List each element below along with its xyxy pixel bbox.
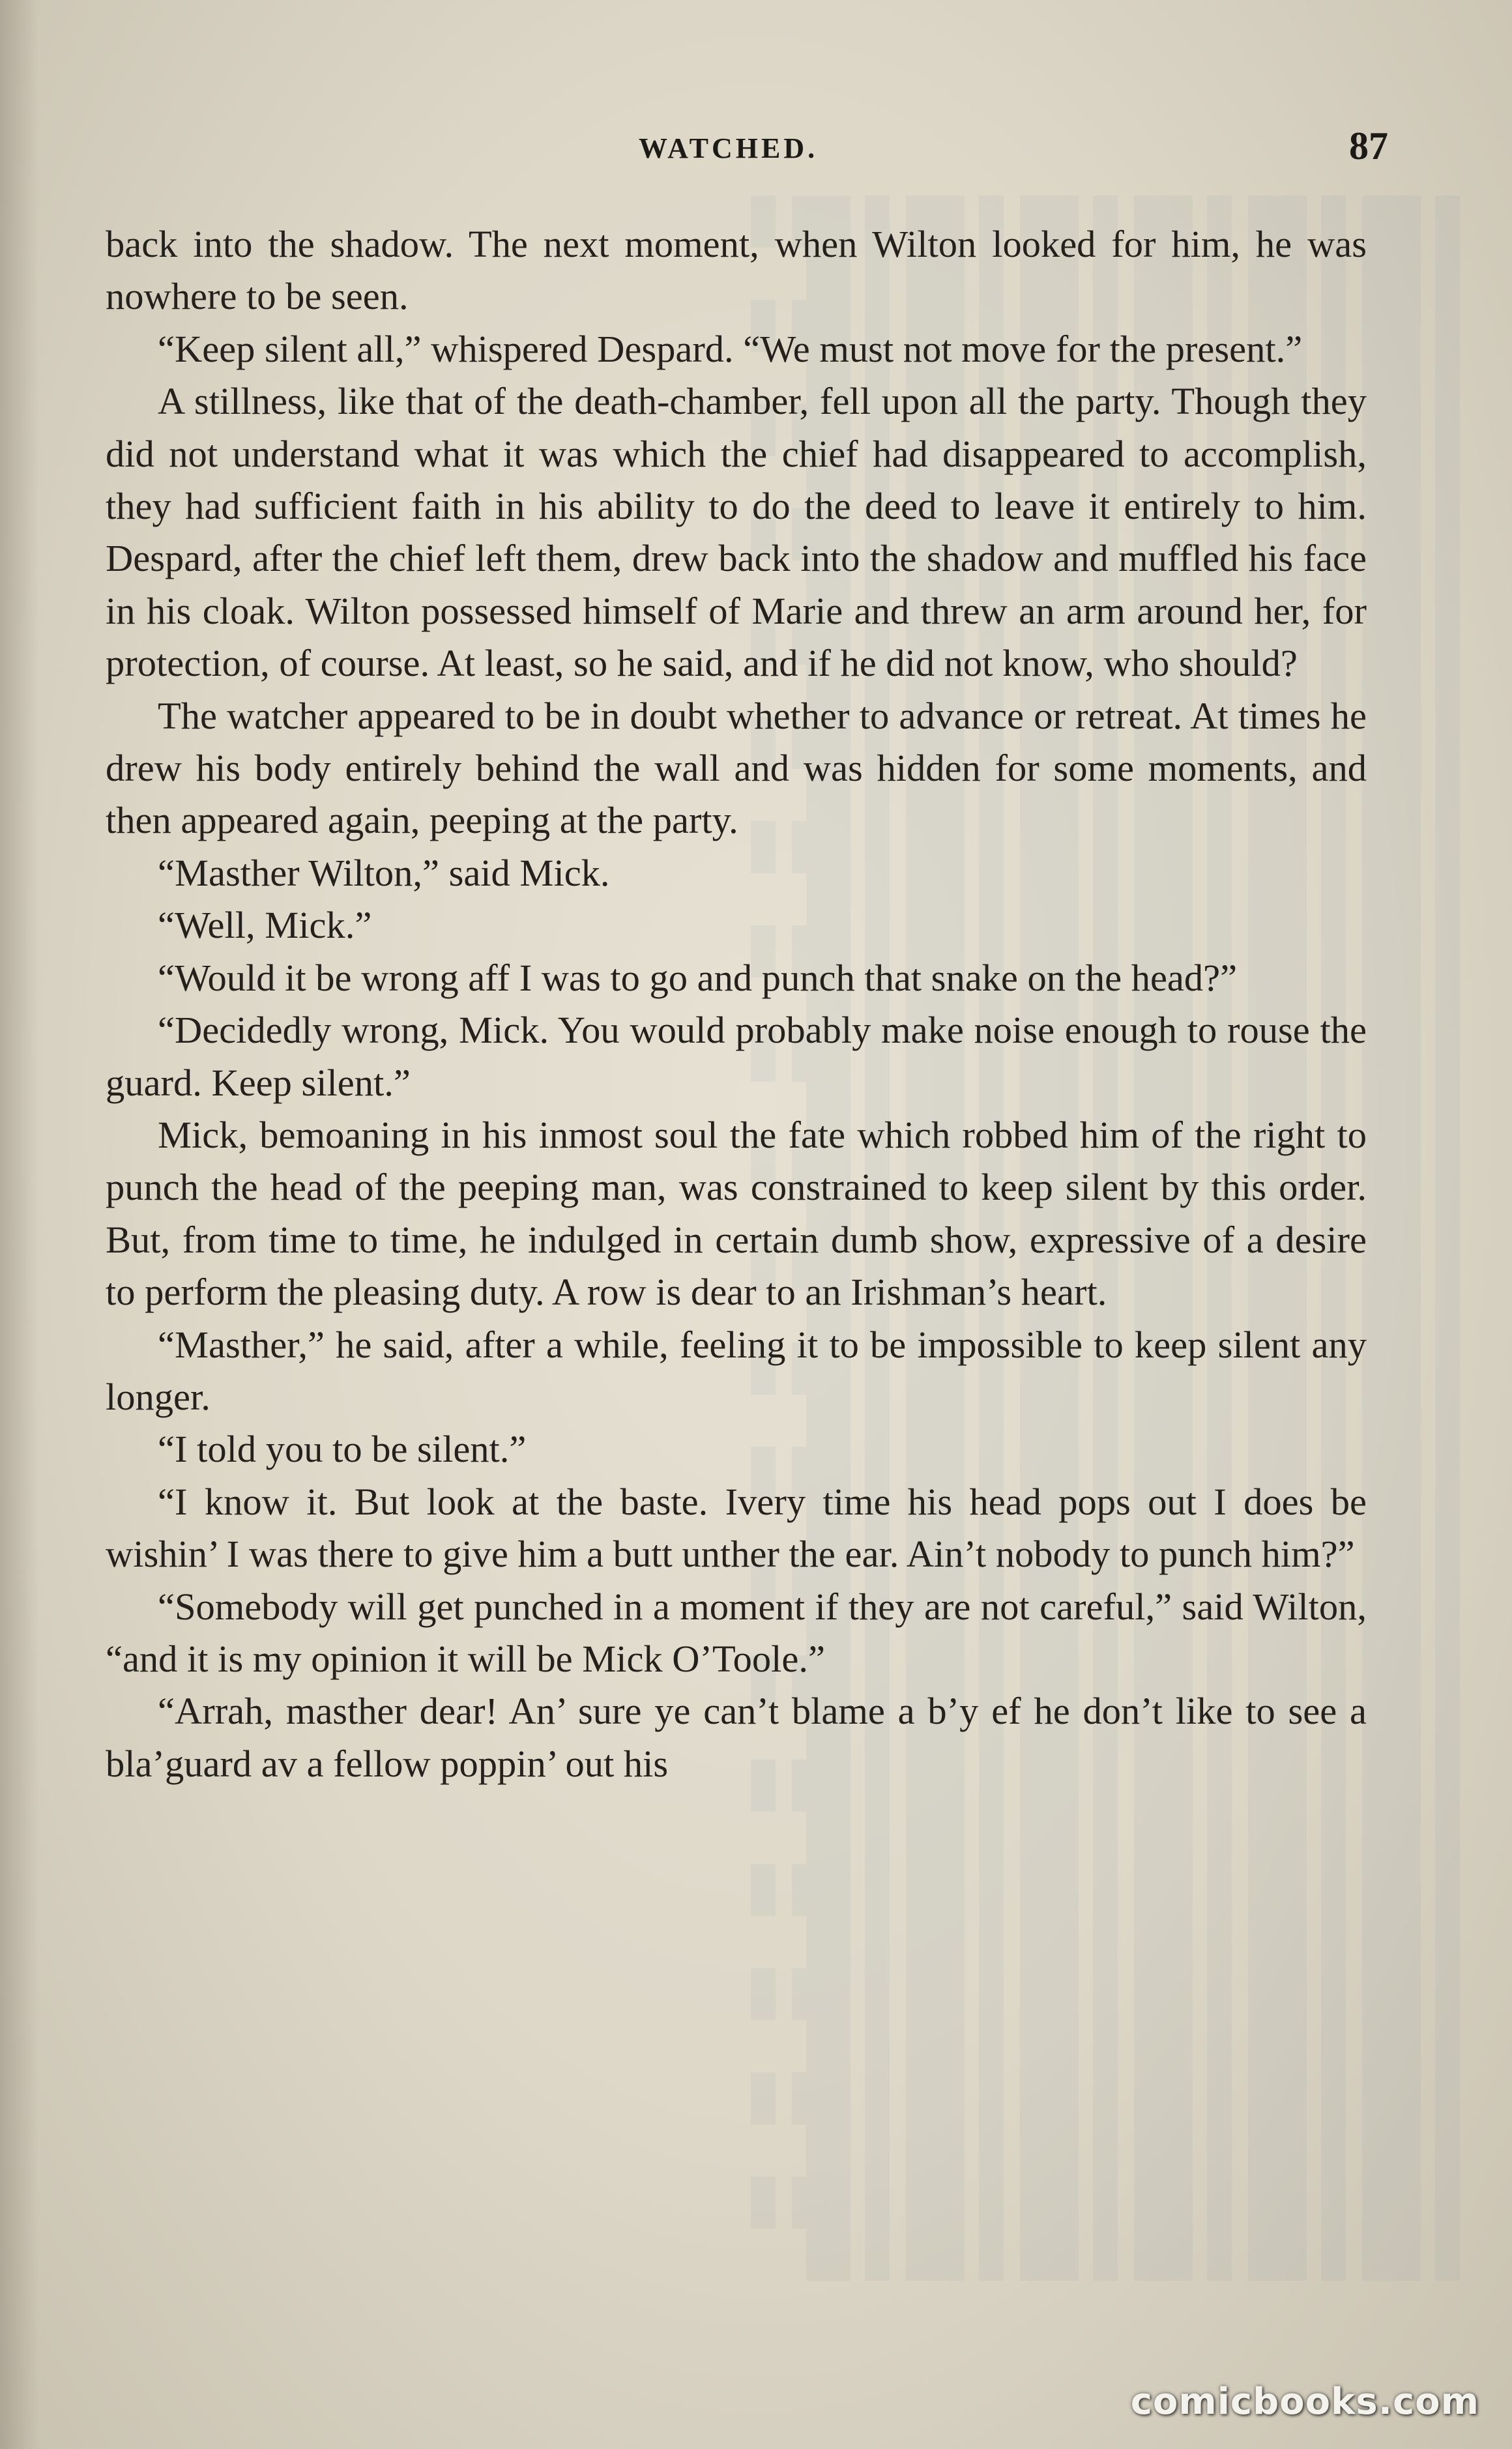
paragraph: The watcher appeared to be in doubt whether to advance or retreat. At times he drew his body entirely behind the wall and was hidden for some moments, and then appeared again, peeping at the party. bbox=[106, 694, 1367, 842]
paragraph: “Masther Wilton,” said Mick. bbox=[158, 851, 610, 894]
paragraph: A stillness, like that of the death-chamber, fell upon all the party. Though they did not understand what it was which the chief had disappeared to accomplish, they had sufficient faith in his ability to do the deed to leave it entirely to him. Despard, after the chief left them, drew back into the shadow and muffled his face in his cloak. Wilton possessed himself of Marie and threw an arm around her, for protection, of course. At least, so he said, and if he did not know, who should? bbox=[106, 380, 1367, 685]
paragraph: back into the shadow. The next moment, when Wilton looked for him, he was nowhere to be seen. bbox=[106, 223, 1367, 318]
paragraph: “Decidedly wrong, Mick. You would probably make noise enough to rouse the guard. Keep silent.” bbox=[106, 1009, 1367, 1104]
paragraph: “Masther,” he said, after a while, feeling it to be impossible to keep silent any longer. bbox=[106, 1323, 1367, 1418]
paragraph: “Well, Mick.” bbox=[158, 904, 372, 947]
paragraph: Mick, bemoaning in his inmost soul the fate which robbed him of the right to punch the head of the peeping man, was constrained to keep silent by this order. But, from time to time, he indulged in certain dumb show, expressive of a desire to perform the pleasing duty. A row is dear to an Irishman’s heart. bbox=[106, 1113, 1367, 1314]
body-text bbox=[106, 218, 1367, 1790]
paragraph: “Arrah, masther dear! An’ sure ye can’t blame a b’y ef he don’t like to see a bla’guard av a fellow poppin’ out his bbox=[106, 1690, 1367, 1785]
page-number: 87 bbox=[1349, 124, 1388, 167]
running-head bbox=[111, 124, 1388, 176]
page-edge-shadow bbox=[0, 0, 39, 2449]
paragraph: “I know it. But look at the baste. Ivery time his head pops out I does be wishin’ I was there to give him a butt unther the ear. Ain’t nobody to punch him?” bbox=[106, 1480, 1367, 1576]
chapter-title: WATCHED. bbox=[639, 132, 819, 164]
paragraph: “Somebody will get punched in a moment if they are not careful,” said Wilton, “and it is my opinion it will be Mick O’Toole.” bbox=[106, 1585, 1367, 1680]
paragraph: “Keep silent all,” whispered Despard. “We must not move for the present.” bbox=[158, 327, 1303, 370]
site-watermark: comicbooks.com bbox=[1130, 2381, 1479, 2423]
paragraph: “I told you to be silent.” bbox=[158, 1428, 527, 1471]
paragraph: “Would it be wrong aff I was to go and punch that snake on the head?” bbox=[158, 956, 1238, 999]
